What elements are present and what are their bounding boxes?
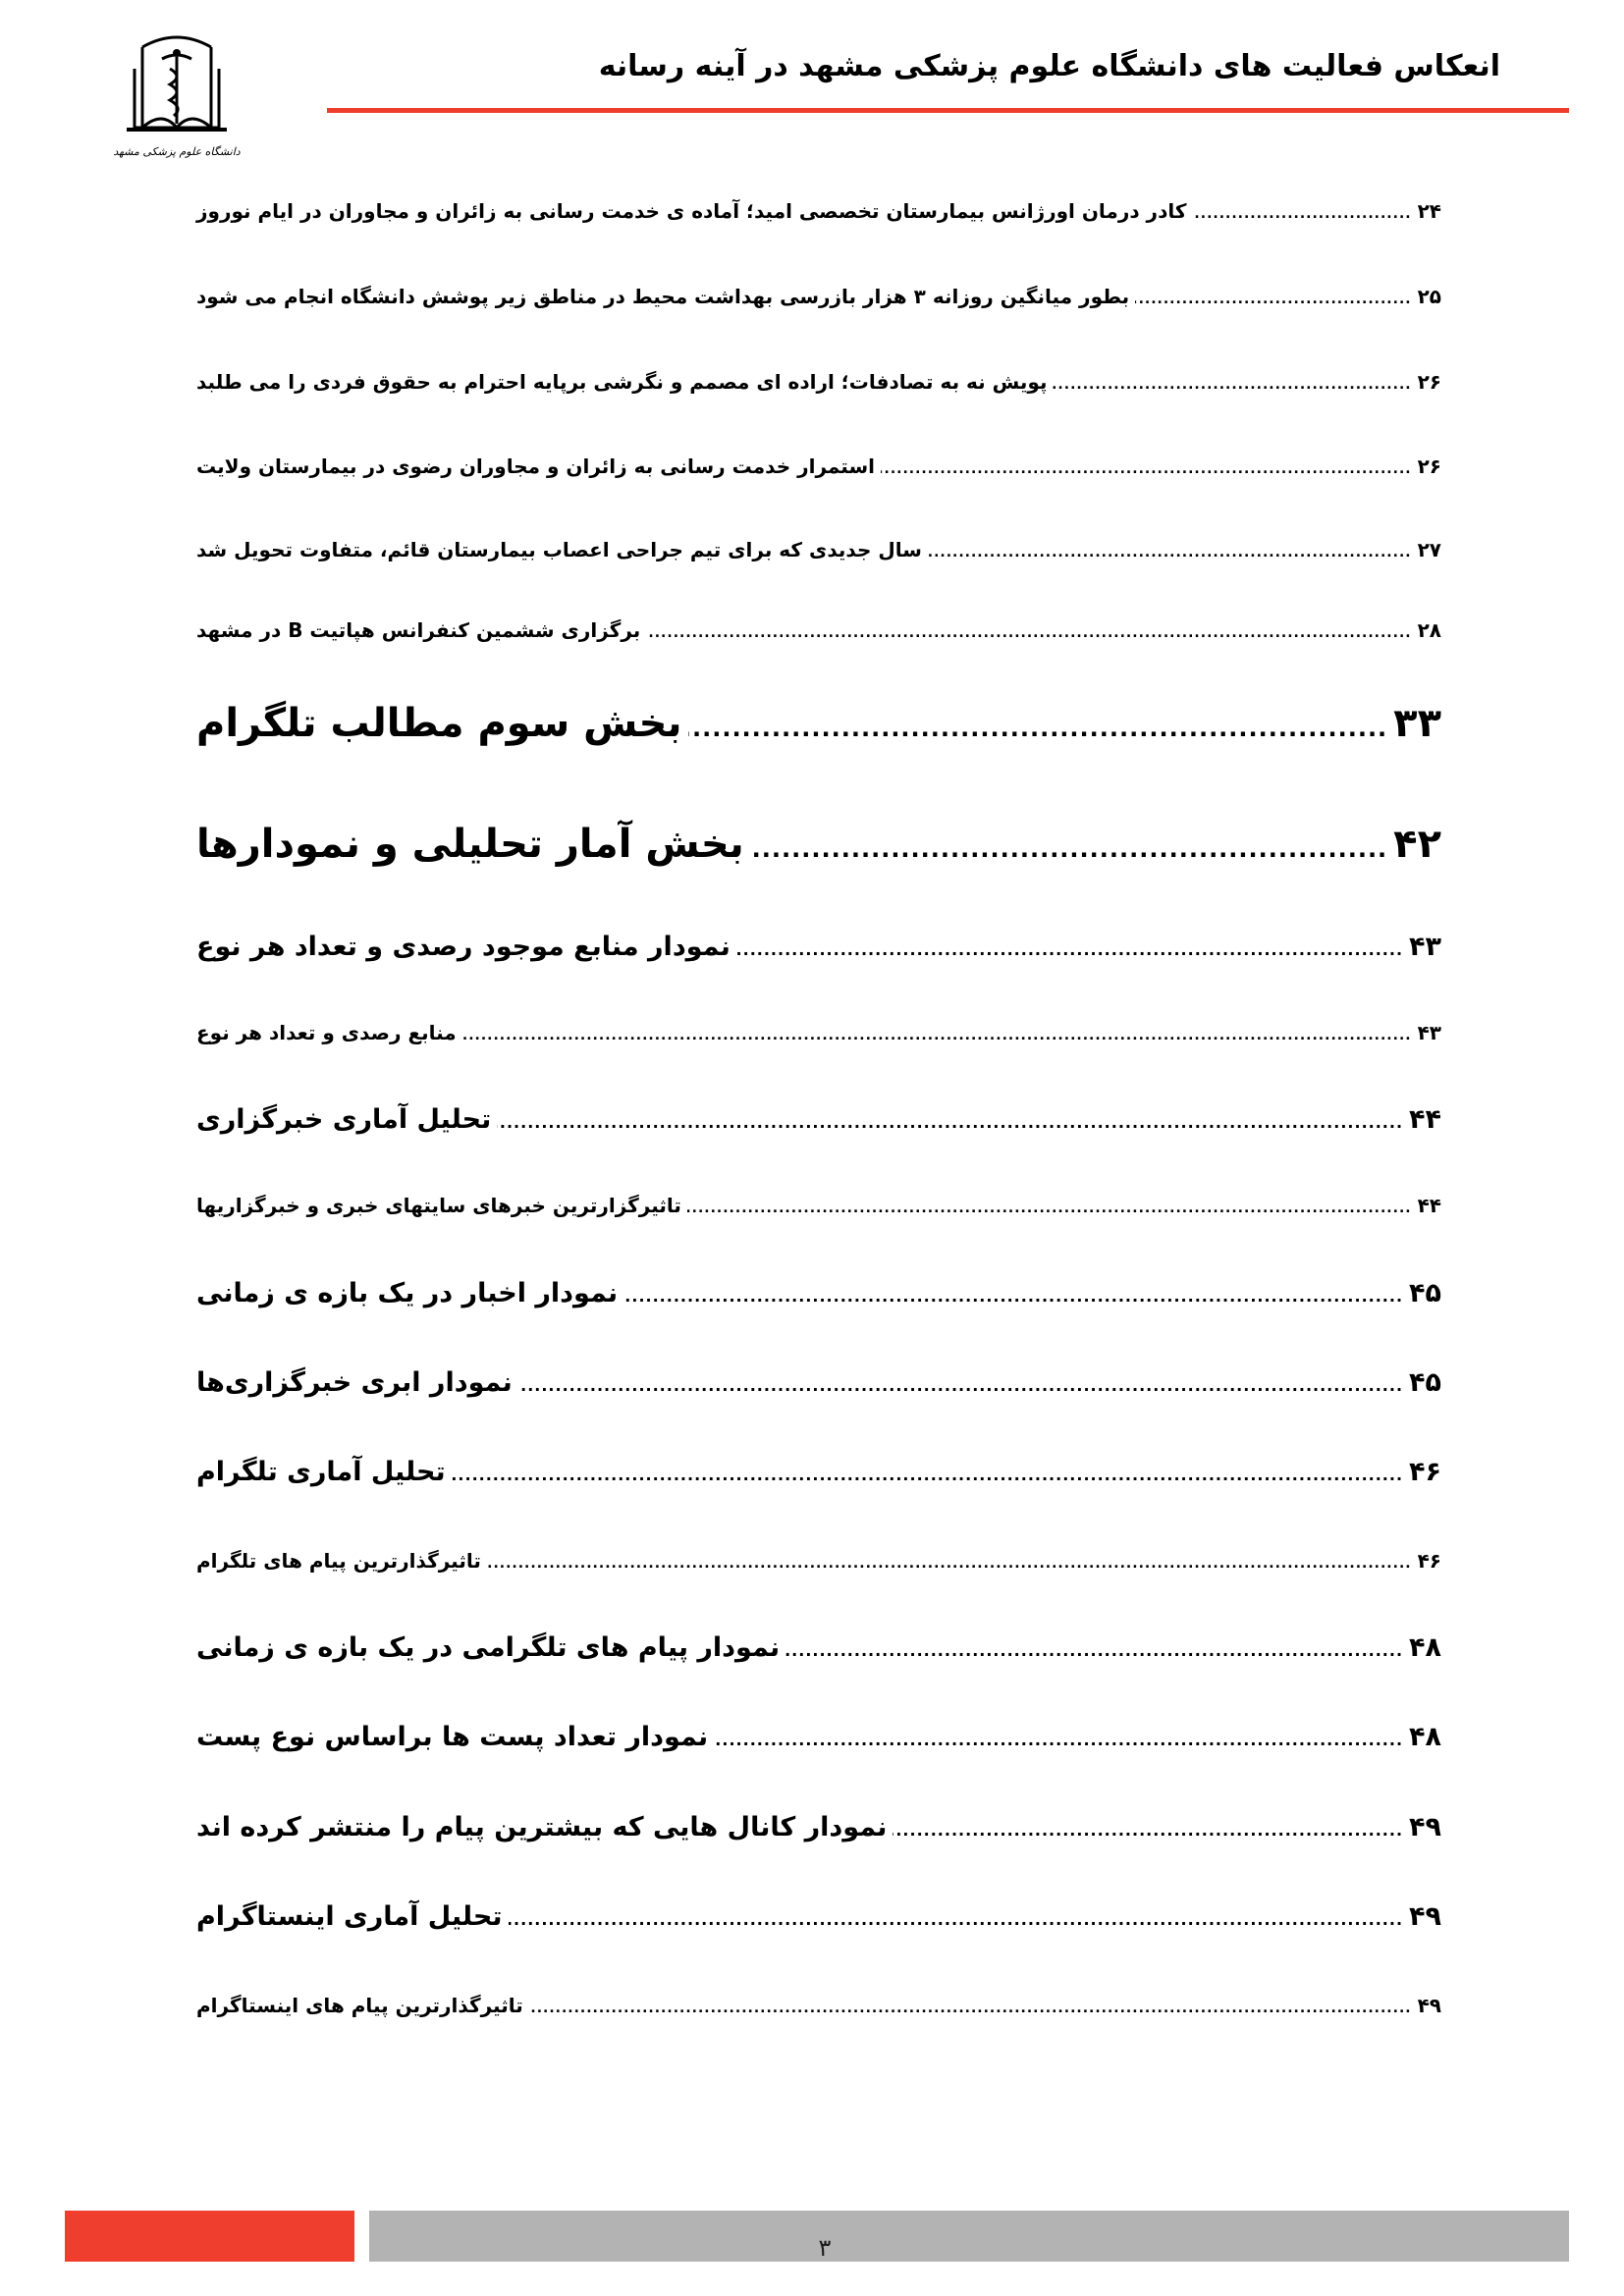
toc-dot-leader: [928, 545, 1412, 561]
toc-entry: [196, 1994, 1441, 2017]
toc-entry: [196, 199, 1441, 223]
toc-entry-title: نمودار منابع موجود رصدی و تعداد هر نوع: [196, 932, 731, 962]
toc-entry: [196, 454, 1441, 478]
logo-caption: دانشگاه علوم پزشکی مشهد: [113, 145, 241, 158]
toc-entry-page: ۴۸: [1409, 1632, 1441, 1663]
toc-entry-page: ۳۳: [1393, 701, 1441, 746]
toc-dot-leader: [736, 940, 1403, 959]
toc-entry: [196, 285, 1441, 308]
toc-dot-leader: [688, 715, 1388, 742]
toc-dot-leader: [785, 1641, 1403, 1660]
toc-entry-page: ۴۵: [1409, 1367, 1441, 1398]
toc-entry-page: ۲۸: [1417, 618, 1441, 642]
toc-dot-leader: [487, 1556, 1412, 1572]
toc-entry-title: بخش آمار تحلیلی و نمودارها: [196, 822, 744, 867]
toc-entry-title: تاثیرگزارترین خبرهای سایتهای خبری و خبرگزاریها: [196, 1194, 681, 1217]
toc-entry-title: نمودار ابری خبرگزاری‌ها: [196, 1367, 513, 1398]
toc-entry-page: ۲۷: [1417, 538, 1441, 561]
table-of-contents: [196, 0, 1441, 2296]
toc-dot-leader: [509, 1910, 1404, 1929]
toc-entry: [196, 1457, 1441, 1487]
toc-entry-page: ۴۶: [1417, 1549, 1441, 1573]
toc-entry-page: ۴۳: [1417, 1021, 1441, 1044]
toc-entry-title: تحلیل آماری اینستاگرام: [196, 1901, 503, 1932]
toc-dot-leader: [529, 2001, 1412, 2016]
toc-entry: [196, 538, 1441, 561]
toc-entry-page: ۴۶: [1409, 1457, 1441, 1487]
toc-entry-page: ۴۳: [1409, 932, 1441, 962]
toc-entry: [196, 1549, 1441, 1573]
toc-entry-page: ۴۹: [1409, 1812, 1441, 1842]
toc-dot-leader: [714, 1731, 1403, 1749]
toc-dot-leader: [893, 1821, 1403, 1840]
toc-entry: [196, 618, 1441, 642]
toc-dot-leader: [623, 1287, 1403, 1306]
toc-entry-title: منابع رصدی و تعداد هر نوع: [196, 1021, 457, 1044]
toc-entry-title: کادر درمان اورژانس بیمارستان تخصصی امید؛ آماده ی خدمت رسانی به زائران و مجاوران در ایام نوروز: [196, 199, 1187, 223]
toc-entry: [196, 1278, 1441, 1308]
toc-entry: [196, 1722, 1441, 1752]
toc-entry-title: تاثیرگذارترین پیام های اینستاگرام: [196, 1994, 523, 2017]
toc-dot-leader: [462, 1028, 1412, 1043]
toc-entry-page: ۴۵: [1409, 1278, 1441, 1308]
page-header-title: انعکاس فعالیت های دانشگاه علوم پزشکی مشهد در آینه رسانه: [598, 49, 1500, 83]
page-number: ۳: [818, 2234, 832, 2262]
toc-dot-leader: [1053, 377, 1411, 393]
toc-entry-page: ۴۲: [1393, 822, 1441, 867]
toc-entry-title: نمودار کانال هایی که بیشترین پیام را منتشر کرده اند: [196, 1812, 888, 1842]
toc-dot-leader: [518, 1376, 1403, 1395]
toc-dot-leader: [750, 835, 1387, 863]
toc-entry-title: نمودار پیام های تلگرامی در یک بازه ی زمانی: [196, 1632, 781, 1663]
toc-entry-title: نمودار تعداد پست ها براساس نوع پست: [196, 1722, 709, 1752]
toc-entry-title: استمرار خدمت رسانی به زائران و مجاوران رضوی در بیمارستان ولایت: [196, 454, 875, 478]
toc-entry: [196, 370, 1441, 394]
toc-entry-page: ۲۶: [1417, 370, 1441, 394]
toc-entry-page: ۲۴: [1417, 199, 1441, 223]
toc-entry-title: تحلیل آماری خبرگزاری: [196, 1104, 492, 1135]
toc-dot-leader: [452, 1466, 1403, 1484]
toc-dot-leader: [881, 461, 1412, 477]
toc-entry-title: بخش سوم مطالب تلگرام: [196, 701, 682, 746]
toc-entry-title: برگزاری ششمین کنفرانس هپاتیت B در مشهد: [196, 618, 641, 642]
toc-section-heading: [196, 822, 1441, 867]
toc-entry: [196, 1367, 1441, 1398]
toc-entry: [196, 1812, 1441, 1842]
toc-entry-page: ۴۴: [1409, 1104, 1441, 1135]
toc-entry: [196, 1632, 1441, 1663]
toc-entry-page: ۴۹: [1409, 1901, 1441, 1932]
toc-dot-leader: [646, 625, 1411, 641]
toc-entry: [196, 1104, 1441, 1135]
toc-entry: [196, 932, 1441, 962]
toc-entry-title: تحلیل آماری تلگرام: [196, 1457, 446, 1487]
toc-entry-page: ۲۵: [1417, 285, 1441, 308]
toc-entry-page: ۴۴: [1417, 1194, 1441, 1217]
footer-bar: [369, 2211, 1569, 2262]
toc-entry: [196, 1901, 1441, 1932]
toc-entry-title: پویش نه به تصادفات؛ اراده ای مصمم و نگرشی برپایه احترام به حقوق فردی را می طلبد: [196, 370, 1048, 394]
toc-section-heading: [196, 701, 1441, 746]
toc-entry-title: نمودار اخبار در یک بازه ی زمانی: [196, 1278, 619, 1308]
toc-dot-leader: [1135, 292, 1411, 307]
toc-dot-leader: [497, 1113, 1403, 1132]
toc-dot-leader: [687, 1201, 1412, 1216]
toc-entry-title: تاثیرگذارترین پیام های تلگرام: [196, 1549, 481, 1573]
toc-entry-title: بطور میانگین روزانه ۳ هزار بازرسی بهداشت محیط در مناطق زیر پوشش دانشگاه انجام می شود: [196, 285, 1130, 308]
toc-dot-leader: [1192, 206, 1411, 222]
footer-accent-bar: [65, 2211, 354, 2262]
toc-entry-page: ۲۶: [1417, 454, 1441, 478]
toc-entry-page: ۴۸: [1409, 1722, 1441, 1752]
toc-entry: [196, 1194, 1441, 1217]
toc-entry: [196, 1021, 1441, 1044]
toc-entry-page: ۴۹: [1417, 1994, 1441, 2017]
toc-entry-title: سال جدیدی که برای تیم جراحی اعصاب بیمارستان قائم، متفاوت تحویل شد: [196, 538, 922, 561]
